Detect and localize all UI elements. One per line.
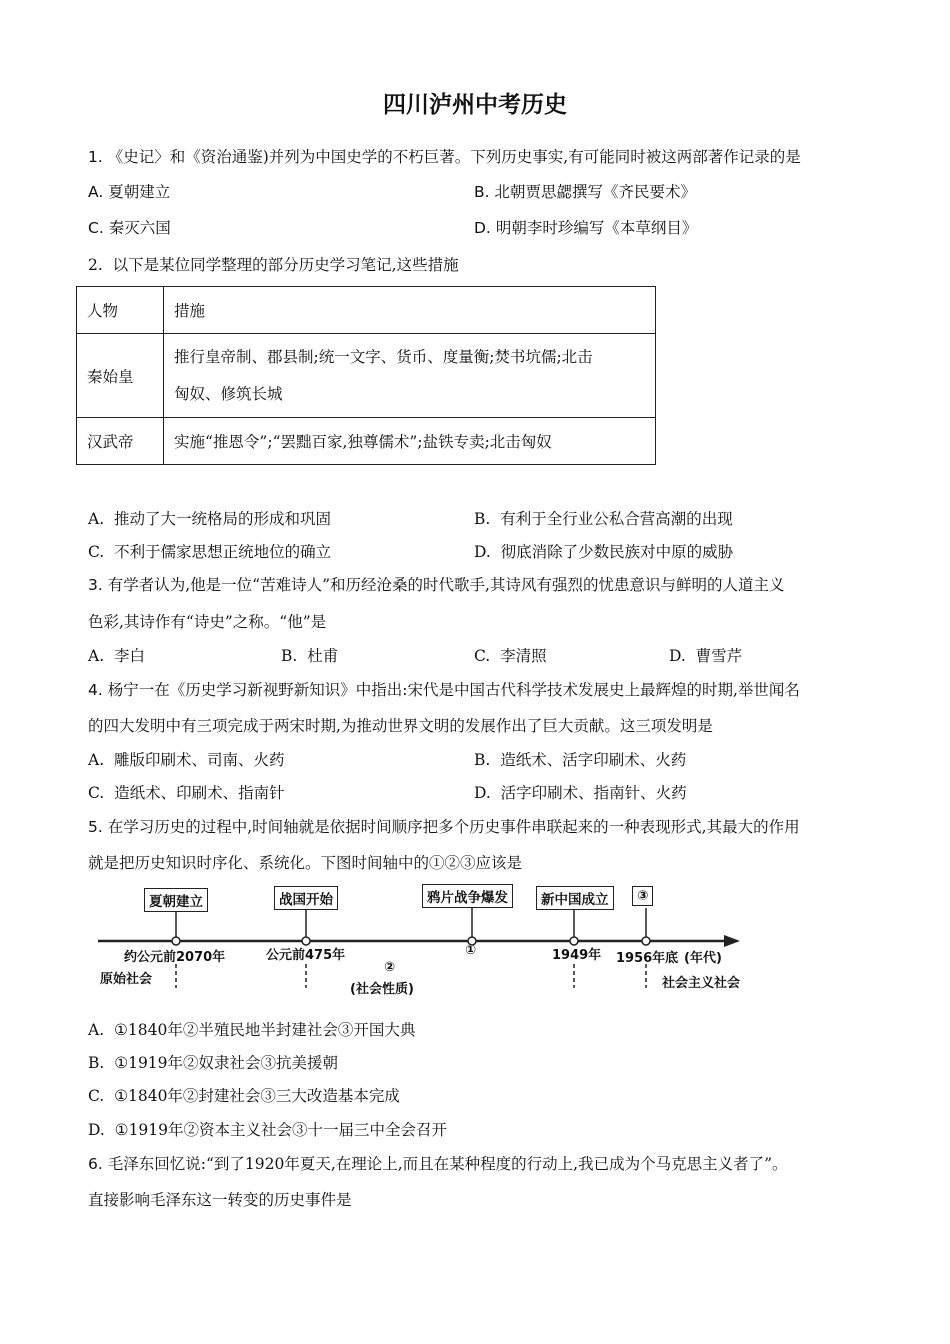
question-number: 3. bbox=[88, 576, 103, 594]
q3-option-b[interactable] bbox=[281, 644, 338, 666]
option-text: 曹雪芹 bbox=[695, 647, 743, 665]
option-key: D. bbox=[474, 784, 491, 802]
timeline-box-blank-3: ③ bbox=[632, 886, 653, 906]
option-text: 造纸术、印刷术、指南针 bbox=[114, 784, 285, 802]
option-key: A. bbox=[88, 647, 105, 665]
question-number: 4. bbox=[88, 681, 103, 699]
timeline-box-opium-war: 鸦片战争爆发 bbox=[422, 884, 513, 908]
timeline-label-socialist: 社会主义社会 bbox=[662, 976, 741, 991]
option-text: 明朝李时珍编写《本草纲目》 bbox=[495, 219, 698, 237]
question-text: 有学者认为,他是一位“苦难诗人”和历经沧桑的时代歌手,其诗风有强烈的忧患意识与鲜明的人道主义 bbox=[107, 576, 785, 594]
option-text: 彻底消除了少数民族对中原的威胁 bbox=[500, 543, 734, 561]
q4-option-a[interactable] bbox=[88, 748, 285, 770]
option-text: 杜甫 bbox=[307, 647, 339, 665]
option-text: 秦灭六国 bbox=[108, 219, 171, 237]
q2-option-d[interactable] bbox=[474, 540, 733, 562]
option-text: 雕版印刷术、司南、火药 bbox=[113, 751, 285, 769]
timeline-date-xia: 约公元前2070年 bbox=[124, 950, 226, 965]
q3-option-d[interactable] bbox=[669, 644, 742, 666]
timeline-blank-1: ① bbox=[465, 943, 477, 958]
option-key: B. bbox=[88, 1054, 105, 1072]
q2-option-b[interactable] bbox=[474, 507, 733, 529]
option-key: D. bbox=[474, 543, 491, 561]
table-header-row bbox=[77, 287, 656, 334]
option-text: ①1919年②资本主义社会③十一届三中全会召开 bbox=[114, 1121, 448, 1139]
q3-option-c[interactable] bbox=[474, 644, 547, 666]
option-text: 不利于儒家思想正统地位的确立 bbox=[114, 543, 332, 561]
question-text: 《史记〉和《资治通鉴)并列为中国史学的不朽巨著。下列历史事实,有可能同时被这两部著作记录的是 bbox=[107, 148, 801, 166]
q1-option-c[interactable] bbox=[88, 216, 171, 238]
q3-option-a[interactable] bbox=[88, 644, 145, 666]
timeline-box-prc-founded: 新中国成立 bbox=[536, 886, 614, 910]
question-number: 6. bbox=[88, 1155, 103, 1173]
question-6-stem bbox=[88, 1152, 788, 1174]
q1-option-d[interactable] bbox=[474, 216, 697, 238]
option-key: C. bbox=[88, 784, 105, 802]
timeline-date-1949: 1949年 bbox=[552, 948, 602, 963]
question-text: 以下是某位同学整理的部分历史学习笔记,这些措施 bbox=[112, 256, 459, 274]
question-4-stem-cont: 的四大发明中有三项完成于两宋时期,为推动世界文明的发展作出了巨大贡献。这三项发明是 bbox=[88, 717, 713, 735]
question-3-stem-cont: 色彩,其诗作有“诗史”之称。“他”是 bbox=[88, 613, 327, 631]
q1-option-a[interactable] bbox=[88, 180, 170, 202]
table-row bbox=[77, 418, 656, 465]
question-5-stem bbox=[88, 815, 800, 837]
timeline-label-primitive: 原始社会 bbox=[100, 972, 153, 987]
q4-option-b[interactable] bbox=[474, 748, 686, 770]
table-row bbox=[77, 334, 656, 418]
option-key: C. bbox=[88, 219, 104, 237]
table-cell-measures: 实施“推恩令”;“罢黜百家,独尊儒术”;盐铁专卖;北击匈奴 bbox=[164, 418, 656, 465]
question-number: 1. bbox=[88, 148, 103, 166]
q4-option-d[interactable] bbox=[474, 781, 687, 803]
q2-option-c[interactable] bbox=[88, 540, 331, 562]
option-text: 推动了大一统格局的形成和巩固 bbox=[113, 510, 331, 528]
option-text: 李白 bbox=[113, 647, 145, 665]
option-key: B. bbox=[474, 510, 491, 528]
option-key: C. bbox=[474, 647, 491, 665]
option-key: C. bbox=[88, 543, 105, 561]
option-key: B. bbox=[474, 183, 490, 201]
option-key: A. bbox=[88, 510, 105, 528]
question-5-stem-cont: 就是把历史知识时序化、系统化。下图时间轴中的①②③应该是 bbox=[88, 854, 523, 872]
q1-option-b[interactable] bbox=[474, 180, 696, 202]
option-key: B. bbox=[281, 647, 298, 665]
timeline-date-1956: 1956年底 bbox=[616, 951, 679, 966]
option-key: C. bbox=[88, 1087, 105, 1105]
measure-line: 匈奴、修筑长城 bbox=[174, 384, 283, 403]
option-key: A. bbox=[88, 751, 105, 769]
q4-option-c[interactable] bbox=[88, 781, 285, 803]
timeline-blank-2: ② bbox=[384, 960, 396, 975]
option-key: D. bbox=[474, 219, 491, 237]
table-header: 措施 bbox=[164, 287, 656, 334]
option-key: B. bbox=[474, 751, 491, 769]
question-text: 在学习历史的过程中,时间轴就是依据时间顺序把多个历史事件串联起来的一种表现形式,其最大的作用 bbox=[107, 818, 800, 836]
option-text: ①1840年②封建社会③三大改造基本完成 bbox=[114, 1087, 400, 1105]
q5-option-c[interactable] bbox=[88, 1084, 400, 1106]
option-text: 活字印刷术、指南针、火药 bbox=[500, 784, 687, 802]
history-timeline bbox=[88, 880, 768, 1000]
q5-option-b[interactable] bbox=[88, 1051, 338, 1073]
option-text: ①1919年②奴隶社会③抗美援朝 bbox=[114, 1054, 339, 1072]
table-cell-measures bbox=[164, 334, 656, 418]
question-number: 5. bbox=[88, 818, 103, 836]
table-header: 人物 bbox=[77, 287, 164, 334]
question-2-stem bbox=[88, 253, 459, 275]
table-cell-person: 汉武帝 bbox=[77, 418, 164, 465]
question-4-stem bbox=[88, 678, 800, 700]
q5-option-a[interactable] bbox=[88, 1018, 415, 1040]
table-cell-person: 秦始皇 bbox=[77, 334, 164, 418]
page-title: 四川泸州中考历史 bbox=[383, 92, 567, 118]
measure-line: 推行皇帝制、郡县制;统一文字、货币、度量衡;焚书坑儒;北击 bbox=[174, 347, 593, 366]
question-3-stem bbox=[88, 573, 784, 595]
option-key: D. bbox=[88, 1121, 105, 1139]
q2-option-a[interactable] bbox=[88, 507, 331, 529]
option-text: 夏朝建立 bbox=[108, 183, 171, 201]
timeline-label-society-nature: (社会性质) bbox=[350, 982, 414, 997]
question-6-stem-cont: 直接影响毛泽东这一转变的历史事件是 bbox=[88, 1191, 352, 1209]
question-1-stem bbox=[88, 145, 801, 167]
option-text: 造纸术、活字印刷术、火药 bbox=[500, 751, 687, 769]
study-notes-table bbox=[76, 286, 656, 465]
q5-option-d[interactable] bbox=[88, 1118, 447, 1140]
timeline-date-475bc: 公元前475年 bbox=[266, 948, 346, 963]
timeline-box-xia: 夏朝建立 bbox=[144, 888, 208, 912]
option-text: 李清照 bbox=[500, 647, 547, 665]
question-number: 2. bbox=[88, 256, 103, 274]
option-key: A. bbox=[88, 183, 104, 201]
option-text: 有利于全行业公私合营高潮的出现 bbox=[500, 510, 733, 528]
option-text: ①1840年②半殖民地半封建社会③开国大典 bbox=[113, 1021, 416, 1039]
option-key: A. bbox=[88, 1021, 105, 1039]
option-key: D. bbox=[669, 647, 686, 665]
timeline-unit-label: (年代) bbox=[684, 951, 722, 966]
timeline-box-warring-states: 战国开始 bbox=[274, 886, 338, 910]
question-text: 杨宁一在《历史学习新视野新知识》中指出:宋代是中国古代科学技术发展史上最辉煌的时期,举世闻名 bbox=[107, 681, 800, 699]
question-text: 毛泽东回忆说:“到了1920年夏天,在理论上,而且在某种程度的行动上,我已成为个马克思主义者了”。 bbox=[107, 1155, 788, 1173]
option-text: 北朝贾思勰撰写《齐民要术》 bbox=[494, 183, 697, 201]
